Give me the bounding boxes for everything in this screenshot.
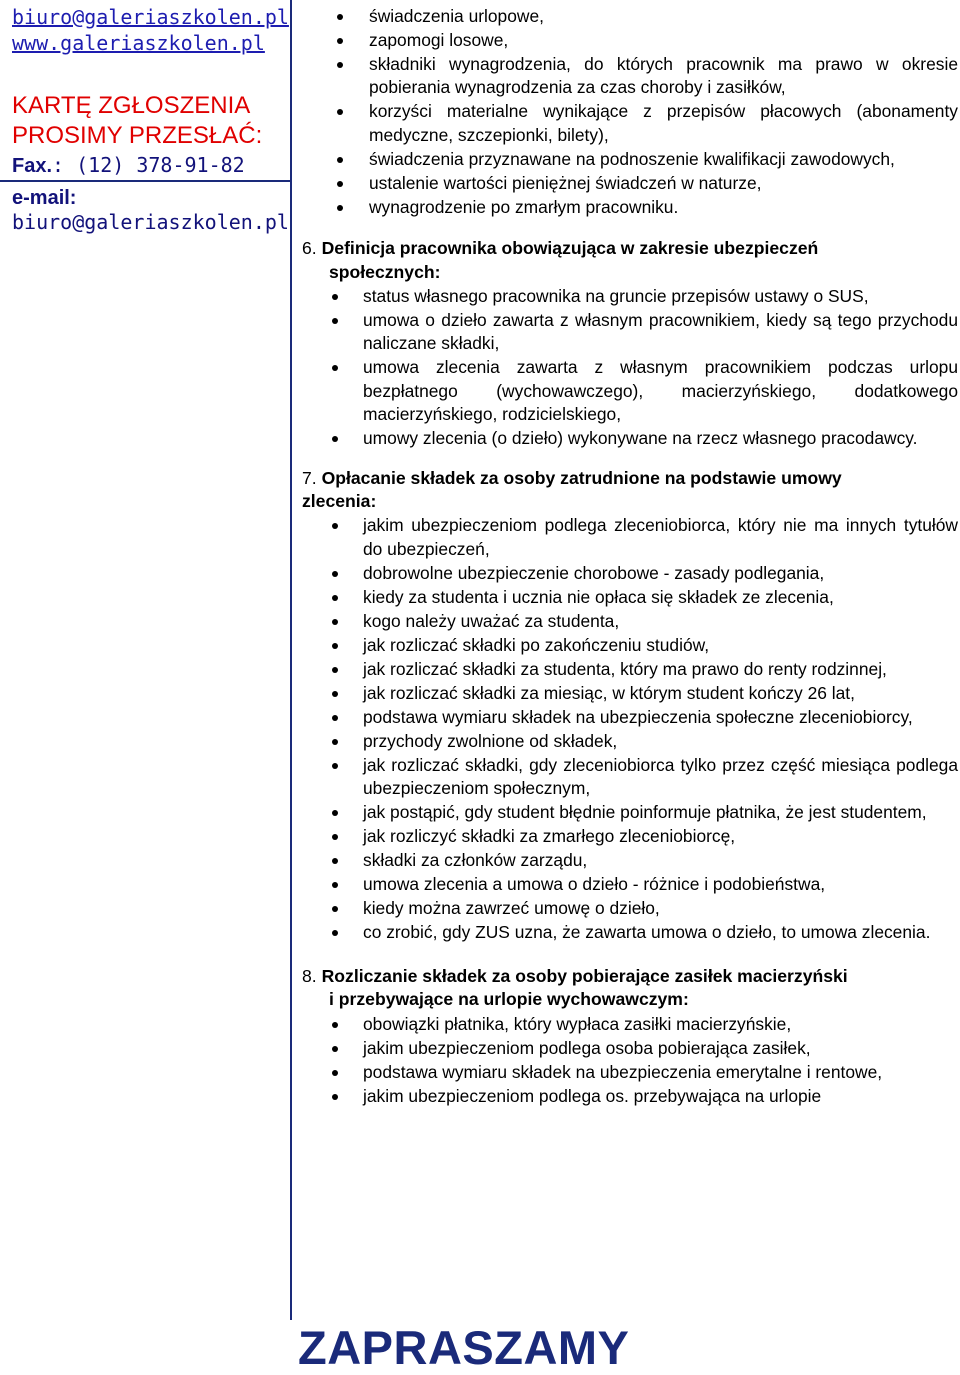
list-item: umowa zlecenia a umowa o dzieło - różnice i podobieństwa, [302, 873, 958, 896]
list-item: umowy zlecenia (o dzieło) wykonywane na rzecz własnego pracodawcy. [302, 427, 958, 450]
section-8-list [302, 1013, 958, 1108]
list-item: jakim ubezpieczeniom podlega os. przebywająca na urlopie [302, 1085, 958, 1108]
list-item: jak postąpić, gdy student błędnie poinformuje płatnika, że jest studentem, [302, 801, 958, 824]
list-item: podstawa wymiaru składek na ubezpieczenia emerytalne i rentowe, [302, 1061, 958, 1084]
sidebar [0, 0, 292, 1320]
website-link[interactable]: www.galeriaszkolen.pl [12, 31, 265, 55]
email-value: biuro@galeriaszkolen.pl [12, 210, 289, 234]
list-item: świadczenia przyznawane na podnoszenie kwalifikacji zawodowych, [302, 148, 958, 171]
list-item: jakim ubezpieczeniom podlega zleceniobiorca, który nie ma innych tytułów do ubezpieczeń, [302, 514, 958, 561]
section-title-line2: zlecenia: [302, 491, 377, 512]
list-item: podstawa wymiaru składek na ubezpieczenia społeczne zleceniobiorcy, [302, 706, 958, 729]
section-title-line1: Rozliczanie składek za osoby pobierające zasiłek macierzyński [321, 965, 848, 986]
main-content [302, 0, 958, 1109]
fax-value: : (12) 378-91-82 [52, 153, 245, 177]
email-link[interactable]: biuro@galeriaszkolen.pl [12, 5, 289, 29]
list-item: jak rozliczać składki, gdy zleceniobiorca tylko przez część miesiąca podlega ubezpieczeniom społecznym, [302, 754, 958, 801]
section-title-line2: społecznych: [329, 261, 441, 282]
section-7-list [302, 514, 958, 944]
section-8-title [302, 965, 958, 1012]
section-title-line2: i przebywające na urlopie wychowawczym: [329, 989, 689, 1010]
list-item: co zrobić, gdy ZUS uzna, że zawarta umowa o dzieło, to umowa zlecenia. [302, 921, 958, 944]
list-item: dobrowolne ubezpieczenie chorobowe - zasady podlegania, [302, 562, 958, 585]
section-6-list [302, 285, 958, 451]
sidebar-heading-line2: PROSIMY PRZESŁAĆ: [12, 122, 263, 149]
section-number: 7. [302, 467, 317, 488]
list-item: obowiązki płatnika, który wypłaca zasiłki macierzyńskie, [302, 1013, 958, 1036]
sidebar-heading-line1: KARTĘ ZGŁOSZENIA [12, 92, 251, 119]
list-item: status własnego pracownika na gruncie przepisów ustawy o SUS, [302, 285, 958, 308]
list-item: jak rozliczyć składki za zmarłego zleceniobiorcę, [302, 825, 958, 848]
column-divider [290, 0, 292, 1320]
list-item: jakim ubezpieczeniom podlega osoba pobierająca zasiłek, [302, 1037, 958, 1060]
list-item: jak rozliczać składki po zakończeniu studiów, [302, 634, 958, 657]
list-item: jak rozliczać składki za studenta, który ma prawo do renty rodzinnej, [302, 658, 958, 681]
continued-list [302, 5, 958, 219]
list-item: wynagrodzenie po zmarłym pracowniku. [302, 196, 958, 219]
list-item: umowa zlecenia zawarta z własnym pracownikiem podczas urlopu bezpłatnego (wychowawczego), macierzyńskiego, dodatkowego macierzyńskiego, rodzicielskiego, [302, 356, 958, 426]
section-title-line1: Definicja pracownika obowiązująca w zakresie ubezpieczeń [321, 238, 819, 259]
list-item: korzyści materialne wynikające z przepisów płacowych (abonamenty medyczne, szczepionki, bilety), [302, 100, 958, 147]
section-number: 6. [302, 238, 317, 259]
list-item: przychody zwolnione od składek, [302, 730, 958, 753]
section-6 [302, 237, 958, 450]
list-item: składki za członków zarządu, [302, 849, 958, 872]
list-item: zapomogi losowe, [302, 29, 958, 52]
section-7-title [302, 467, 958, 514]
list-item: jak rozliczać składki za miesiąc, w którym student kończy 26 lat, [302, 682, 958, 705]
section-6-title [302, 237, 958, 284]
section-title-line1: Opłacanie składek za osoby zatrudnione na podstawie umowy [321, 467, 842, 488]
section-7 [302, 467, 958, 945]
list-item: świadczenia urlopowe, [302, 5, 958, 28]
list-item: kiedy za studenta i ucznia nie opłaca się składek ze zlecenia, [302, 586, 958, 609]
email-label: e-mail: [12, 187, 77, 209]
list-item: kiedy można zawrzeć umowę o dzieło, [302, 897, 958, 920]
list-item: składniki wynagrodzenia, do których pracownik ma prawo w okresie pobierania wynagrodzenia za czas choroby i zasiłków, [302, 53, 958, 100]
fax-line [12, 153, 245, 178]
sidebar-divider [0, 180, 292, 182]
fax-label: Fax. [12, 155, 53, 177]
list-item: umowa o dzieło zawarta z własnym pracownikiem, kiedy są tego przychodu naliczane składki, [302, 309, 958, 356]
footer-banner: ZAPRASZAMY [298, 1321, 630, 1374]
list-item: ustalenie wartości pieniężnej świadczeń w naturze, [302, 172, 958, 195]
section-8 [302, 965, 958, 1108]
list-item: kogo należy uważać za studenta, [302, 610, 958, 633]
section-number: 8. [302, 965, 317, 986]
